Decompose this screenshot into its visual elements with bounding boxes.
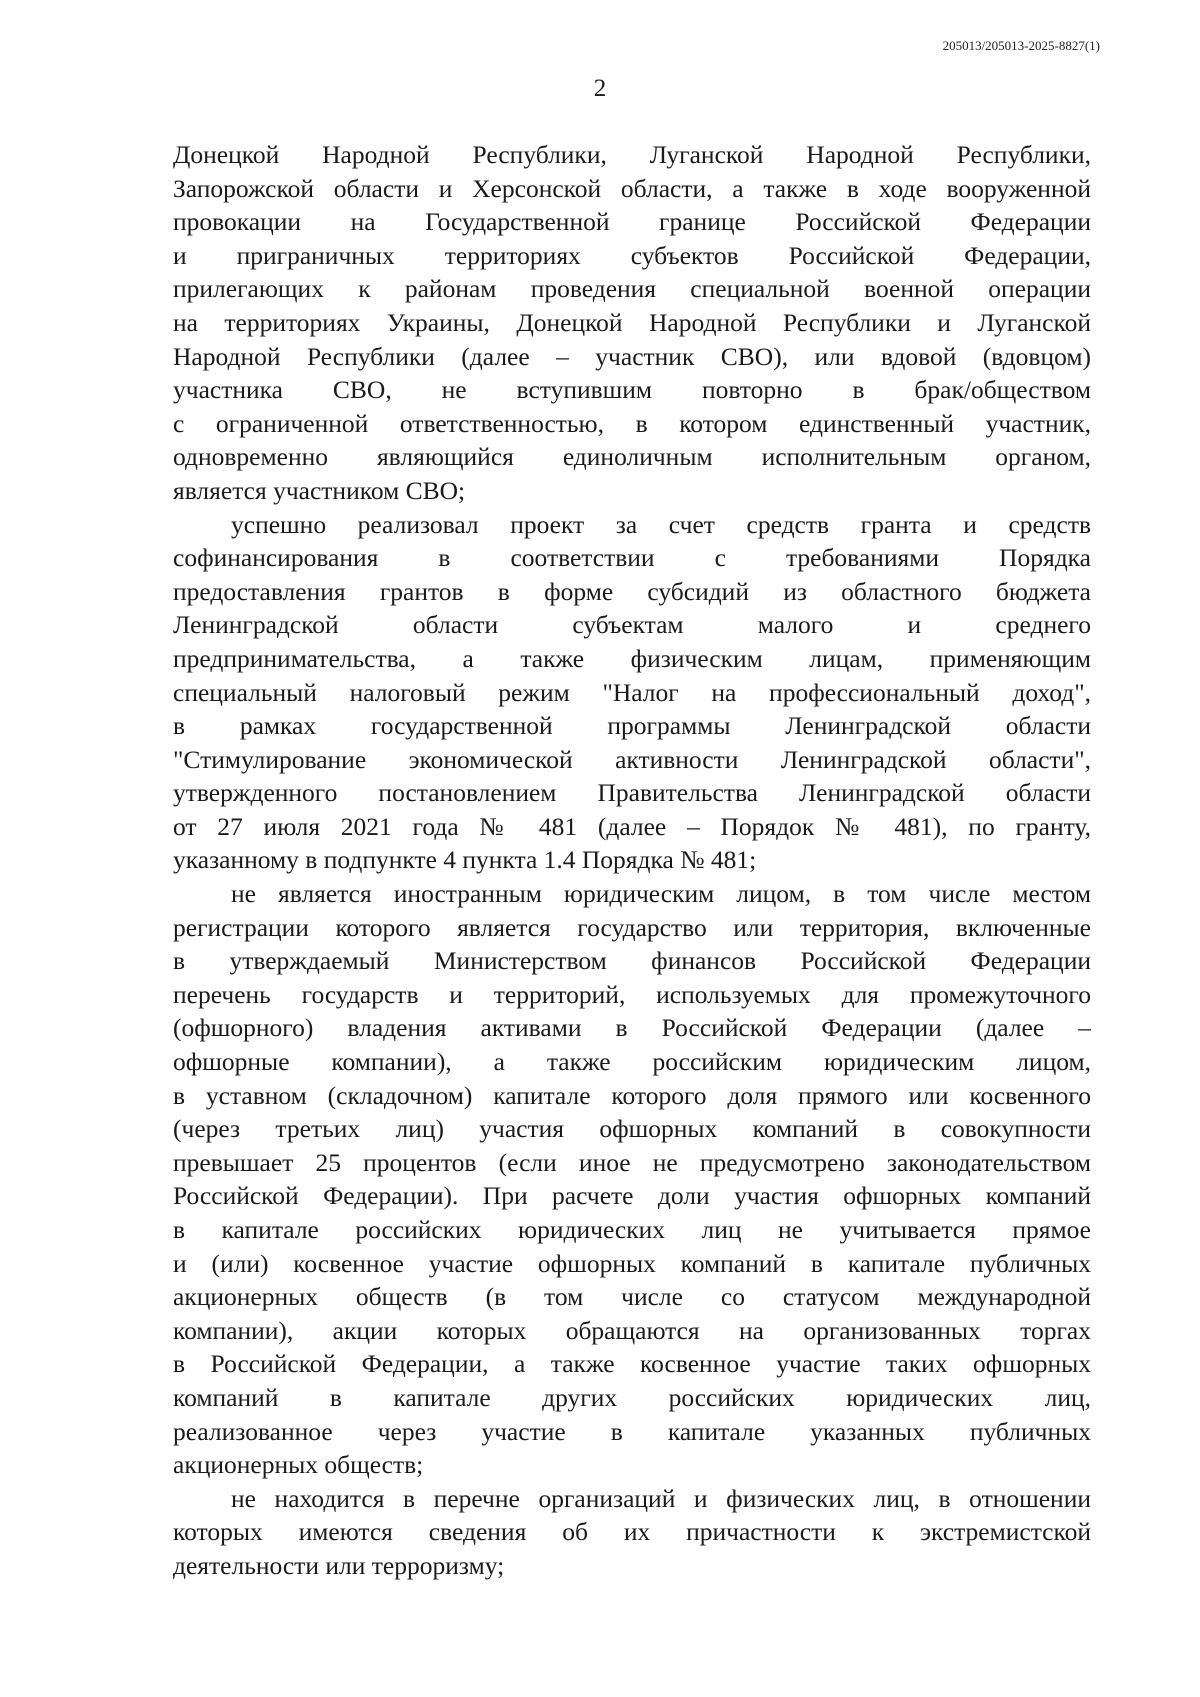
- paragraph: [173, 138, 1091, 508]
- text-line: акционерных обществ (в том числе со статусом международной: [173, 1282, 1091, 1312]
- text-line: в рамках государственной программы Ленинградской области: [173, 711, 1091, 741]
- text-line: которых имеются сведения об их причастности к экстремистской: [173, 1517, 1091, 1547]
- text-line: Запорожской области и Херсонской области, а также в ходе вооруженной: [173, 173, 1091, 203]
- text-line: специальный налоговый режим "Налог на профессиональный доход",: [173, 677, 1091, 707]
- text-line: компаний в капитале других российских юридических лиц,: [173, 1382, 1091, 1412]
- document-id: 205013/205013-2025-8827(1): [942, 38, 1100, 53]
- text-line: деятельности или терроризму;: [173, 1550, 505, 1580]
- text-line: софинансирования в соответствии с требованиями Порядка: [173, 543, 1091, 573]
- text-line: и (или) косвенное участие офшорных компаний в капитале публичных: [173, 1248, 1091, 1278]
- text-line: прилегающих к районам проведения специальной военной операции: [173, 274, 1091, 304]
- text-line: Донецкой Народной Республики, Луганской Народной Республики,: [173, 140, 1091, 169]
- text-line: участника СВО, не вступившим повторно в брак/обществом: [173, 375, 1091, 405]
- text-line: не является иностранным юридическим лицом, в том числе местом: [231, 879, 1091, 909]
- text-line: в капитале российских юридических лиц не учитывается прямое: [173, 1215, 1091, 1244]
- page-number: 2: [593, 75, 607, 102]
- text-line: "Стимулирование экономической активности Ленинградской области",: [173, 744, 1091, 774]
- text-line: перечень государств и территорий, используемых для промежуточного: [173, 979, 1091, 1009]
- text-line: не находится в перечне организаций и физических лиц, в отношении: [231, 1483, 1091, 1513]
- text-line: предоставления грантов в форме субсидий из областного бюджета: [173, 576, 1091, 606]
- paragraph: [173, 877, 1091, 1482]
- text-line: одновременно являющийся единоличным исполнительным органом,: [173, 442, 1091, 472]
- text-line: реализованное через участие в капитале указанных публичных: [173, 1416, 1091, 1446]
- text-line: Российской Федерации). При расчете доли участия офшорных компаний: [173, 1181, 1091, 1211]
- text-line: офшорные компании), а также российским юридическим лицом,: [173, 1047, 1091, 1077]
- text-line: утвержденного постановлением Правительства Ленинградской области: [173, 778, 1091, 808]
- text-line: в Российской Федерации, а также косвенное участие таких офшорных: [173, 1349, 1091, 1379]
- text-line: от 27 июля 2021 года № 481 (далее – Порядок № 481), по гранту,: [173, 811, 1091, 841]
- text-line: успешно реализовал проект за счет средств гранта и средств: [231, 509, 1091, 539]
- text-line: Народной Республики (далее – участник СВО), или вдовой (вдовцом): [173, 341, 1091, 371]
- paragraph: [173, 508, 1091, 878]
- paragraph: [173, 1482, 1091, 1583]
- text-line: на территориях Украины, Донецкой Народной Республики и Луганской: [173, 307, 1091, 337]
- text-line: указанному в подпункте 4 пункта 1.4 Порядка № 481;: [173, 845, 757, 875]
- text-line: и приграничных территориях субъектов Российской Федерации,: [173, 240, 1091, 270]
- text-line: с ограниченной ответственностью, в котором единственный участник,: [173, 408, 1091, 438]
- text-line: является участником СВО;: [173, 475, 466, 505]
- text-line: Ленинградской области субъектам малого и среднего: [173, 610, 1091, 640]
- text-line: регистрации которого является государство или территория, включенные: [173, 912, 1091, 942]
- text-line: в утверждаемый Министерством финансов Российской Федерации: [173, 946, 1091, 976]
- text-line: компании), акции которых обращаются на организованных торгах: [173, 1315, 1091, 1345]
- text-line: превышает 25 процентов (если иное не предусмотрено законодательством: [173, 1147, 1091, 1177]
- text-line: в уставном (складочном) капитале которого доля прямого или косвенного: [173, 1080, 1091, 1110]
- text-line: (офшорного) владения активами в Российской Федерации (далее –: [173, 1013, 1091, 1043]
- document-body: [173, 138, 1091, 1583]
- text-line: провокации на Государственной границе Российской Федерации: [173, 207, 1091, 237]
- text-line: акционерных обществ;: [173, 1450, 424, 1480]
- text-line: предпринимательства, а также физическим лицам, применяющим: [173, 643, 1091, 673]
- text-line: (через третьих лиц) участия офшорных компаний в совокупности: [173, 1114, 1091, 1144]
